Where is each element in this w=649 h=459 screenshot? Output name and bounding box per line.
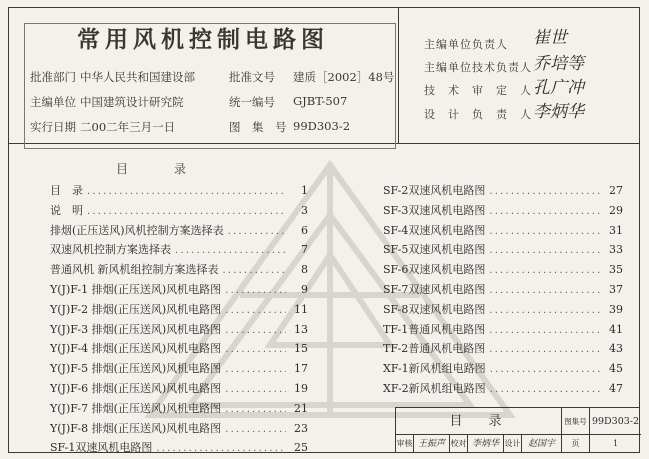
toc-leader-dots (87, 206, 286, 217)
toc-entry (383, 340, 623, 356)
toc-leader-dots (489, 186, 601, 197)
meta-label: 批准部门 (30, 70, 76, 84)
reviewer-signature: 王振声 (414, 435, 450, 453)
atlas-info-panel (10, 9, 396, 141)
toc-entry (50, 182, 308, 198)
toc-entry-page: 35 (609, 263, 623, 277)
toc-leader-dots (489, 344, 601, 355)
toc-leader-dots (489, 206, 601, 217)
meta-value: 二00二年三月一日 (80, 120, 176, 134)
toc-entry-title: SF-8双速风机电路图 (383, 302, 486, 316)
toc-leader-dots (225, 285, 286, 296)
checker-signature: 李炳华 (468, 435, 504, 453)
toc-entry-title: XF-2新风机组电路图 (383, 382, 486, 395)
toc-leader-dots (489, 245, 601, 256)
toc-entry-title: Y(J)F-7 排烟(正压送风)风机电路图 (50, 401, 222, 415)
toc-entry (50, 202, 308, 218)
toc-entry (50, 439, 308, 455)
toc-entry-title: 目 录 (50, 184, 83, 197)
toc-entry-page: 39 (609, 302, 623, 316)
toc-entry-title: SF-6双速风机电路图 (383, 263, 486, 277)
toc-entry (383, 261, 623, 277)
title-block-approvals-row (396, 435, 641, 453)
toc-entry (383, 182, 623, 198)
toc-leader-dots (225, 344, 286, 355)
meta-value: 中华人民共和国建设部 (80, 70, 195, 84)
toc-entry-page: 21 (294, 401, 308, 415)
toc-entry-title: SF-2双速风机电路图 (383, 184, 486, 197)
toc-entry-title: TF-1普通风机电路图 (383, 322, 486, 336)
toc-entry (50, 420, 308, 436)
reviewer-label: 审核 (396, 435, 414, 453)
toc-leader-dots (225, 305, 286, 316)
toc-entry (50, 380, 308, 396)
toc-entry-page: 47 (609, 382, 623, 395)
toc-entry-page: 29 (609, 203, 623, 217)
toc-leader-dots (225, 364, 286, 375)
toc-entry-page: 6 (301, 223, 308, 237)
toc-entry-page: 43 (609, 342, 623, 356)
toc-leader-dots (225, 325, 286, 336)
toc-leader-dots (489, 226, 601, 237)
toc-entry-title: Y(J)F-2 排烟(正压送风)风机电路图 (50, 302, 222, 316)
meta-value: GJBT-507 (293, 94, 348, 108)
toc-entry (383, 241, 623, 257)
toc-entry (50, 222, 308, 238)
toc-entry-title: Y(J)F-3 排烟(正压送风)风机电路图 (50, 322, 222, 336)
toc-entry-title: SF-5双速风机电路图 (383, 243, 486, 257)
toc-entry-title: Y(J)F-1 排烟(正压送风)风机电路图 (50, 283, 222, 296)
toc-leader-dots (156, 443, 286, 454)
toc-entry (50, 360, 308, 376)
meta-value: 99D303-2 (293, 119, 351, 133)
toc-entry-page: 9 (301, 283, 308, 296)
designer-signature: 赵国宇 (522, 435, 562, 453)
toc-entry-page: 3 (301, 203, 308, 217)
meta-label: 批准文号 (229, 70, 275, 84)
toc-entry-title: TF-2普通风机电路图 (383, 342, 486, 356)
meta-value: 建质［2002］48号 (293, 70, 395, 84)
atlas-number-label: 图集号 (562, 408, 590, 435)
toc-leader-dots (489, 305, 601, 316)
atlas-number: 99D303-2 (590, 408, 641, 435)
toc-entry-page: 27 (609, 184, 623, 197)
toc-leader-dots (223, 265, 287, 276)
page-number: 1 (612, 439, 619, 448)
toc-entry-title: Y(J)F-8 排烟(正压送风)风机电路图 (50, 421, 222, 435)
meta-label: 实行日期 (30, 120, 76, 134)
toc-entry-page: 11 (294, 302, 308, 316)
toc-leader-dots (490, 384, 601, 395)
toc-entry (383, 222, 623, 238)
toc-entry (50, 261, 308, 277)
toc-entry (383, 281, 623, 297)
atlas-title: 常用风机控制电路图 (77, 26, 329, 53)
toc-entry-title: 普通风机 新风机组控制方案选择表 (50, 263, 219, 277)
toc-entry-title: 说 明 (50, 203, 83, 217)
toc-entry-title: SF-1双速风机电路图 (50, 441, 153, 455)
meta-value: 中国建筑设计研究院 (80, 95, 184, 109)
toc-entry-title: SF-3双速风机电路图 (383, 203, 486, 217)
toc-entry-page: 33 (609, 243, 623, 257)
toc-entry-page: 25 (294, 441, 308, 455)
toc-entry-page: 23 (294, 421, 308, 435)
toc-entry-title: SF-7双速风机电路图 (383, 283, 486, 296)
toc-entry (383, 360, 623, 376)
toc-entry-page: 1 (301, 184, 308, 197)
toc-entry-page: 37 (609, 283, 623, 296)
toc-entry-title: Y(J)F-6 排烟(正压送风)风机电路图 (50, 382, 222, 395)
meta-label: 图 集 号 (229, 120, 287, 134)
designer-label: 设计 (504, 435, 522, 453)
meta-label: 主编单位 (30, 95, 76, 109)
page-label: 页 (562, 435, 590, 453)
toc-entry (50, 400, 308, 416)
handwritten-signature: 孔广冲 (533, 78, 584, 98)
toc-entry-title: SF-4双速风机电路图 (383, 223, 486, 237)
toc-entry-title: 排烟(正压送风)风机控制方案选择表 (50, 223, 224, 237)
toc-entry-title: 双速风机控制方案选择表 (50, 243, 171, 257)
toc-entry-page: 17 (294, 362, 308, 376)
toc-heading: 目录 (116, 162, 233, 176)
toc-entry (50, 241, 308, 257)
person-role: 技 术 审 定 人 (424, 84, 532, 97)
toc-entry-page: 7 (301, 243, 308, 257)
toc-entry (50, 340, 308, 356)
title-block-name: 目录 (396, 408, 562, 435)
handwritten-signature: 崔世 (533, 28, 567, 48)
toc-entry-title: Y(J)F-5 排烟(正压送风)风机电路图 (50, 362, 222, 376)
toc-leader-dots (228, 226, 286, 237)
toc-leader-dots (225, 384, 286, 395)
toc-leader-dots (489, 325, 601, 336)
person-role: 主编单位负责人 (424, 38, 508, 51)
toc-entry-title: XF-1新风机组电路图 (383, 362, 486, 376)
toc-entry-page: 15 (294, 342, 308, 356)
toc-leader-dots (490, 364, 601, 375)
toc-entry (383, 321, 623, 337)
toc-entry (50, 321, 308, 337)
toc-entry-page: 45 (609, 362, 623, 376)
toc-entry-title: Y(J)F-4 排烟(正压送风)风机电路图 (50, 342, 222, 356)
handwritten-signature: 李炳华 (533, 102, 584, 122)
meta-label: 统一编号 (229, 95, 275, 109)
person-role: 设 计 负 责 人 (424, 108, 532, 121)
checker-label: 校对 (450, 435, 468, 453)
handwritten-signature: 乔培等 (533, 54, 584, 74)
toc-entry-page: 8 (301, 263, 308, 277)
toc-leader-dots (489, 265, 601, 276)
toc-entry-page: 31 (609, 223, 623, 237)
toc-entry-page: 19 (294, 382, 308, 395)
toc-leader-dots (225, 404, 286, 415)
toc-leader-dots (225, 424, 286, 435)
responsible-persons-panel (400, 9, 638, 141)
toc-entry (50, 301, 308, 317)
person-role: 主编单位技术负责人 (424, 61, 532, 74)
title-block (395, 407, 640, 453)
toc-leader-dots (489, 285, 601, 296)
toc-entry-page: 13 (294, 322, 308, 336)
toc-leader-dots (87, 186, 286, 197)
toc-entry (383, 380, 623, 396)
toc-entry (50, 281, 308, 297)
header-vertical-divider (398, 7, 399, 143)
toc-entry (383, 301, 623, 317)
toc-entry-page: 41 (609, 322, 623, 336)
toc-entry (383, 202, 623, 218)
toc-leader-dots (175, 245, 286, 256)
